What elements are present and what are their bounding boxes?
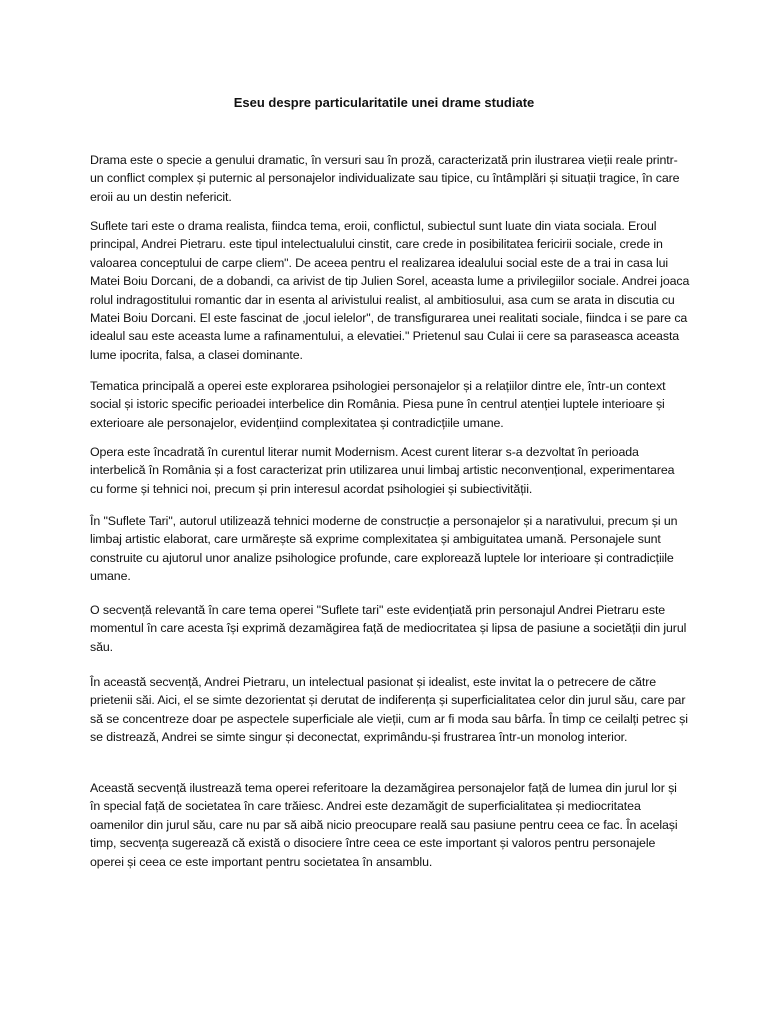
paragraph-main-theme: Tematica principală a operei este explorarea psihologiei personajelor și a relațiilor dintre ele, într-un context social și istoric specific perioadei interbelice din România. Piesa pune în centrul atenției luptele interioare și exterioare ale personajelor, evidențiind complexitatea și contradicțiile umane. bbox=[90, 379, 666, 430]
document-title: Eseu despre particularitatile unei drame studiate bbox=[233, 95, 535, 110]
paragraph-relevant-sequence: O secvență relevantă în care tema operei "Suflete tari" este evidențiată prin personajul Andrei Pietraru este momentul în care acesta își exprimă dezamăgirea față de mediocritatea și lipsa de pasiune a societății din jurul său. bbox=[90, 603, 687, 654]
paragraph-drama-definition: Drama este o specie a genului dramatic, în versuri sau în proză, caracterizată prin ilustrarea vieții reale printr-un conflict complex și puternic al personajelor individualizate sau tipice, cu întâmplări și situații tragice, în care eroii au un destin nefericit. bbox=[90, 153, 680, 204]
paragraph-modern-techniques: În "Suflete Tari", autorul utilizează tehnici moderne de construcție a personajelor și a narativului, precum și un limbaj artistic elaborat, care urmărește să exprime complexitatea și ambiguitatea umană. Personajele sunt construite cu ajutorul unor analize psihologice profunde, care explorează luptele lor interioare și contradicțiile umane. bbox=[90, 514, 678, 584]
paragraph-party-sequence: În această secvență, Andrei Pietraru, un intelectual pasionat și idealist, este invitat la o petrecere de către prietenii săi. Aici, el se simte dezorientat și derutat de indiferența și superficialitatea celor din jurul său, care par să se concentreze doar pe aspectele superficiale ale vieții, cum ar fi moda sau bârfa. În timp ce ceilalți petrec și se distrează, Andrei se simte singur și deconectat, exprimându-și frustrarea într-un monolog interior. bbox=[90, 675, 688, 745]
paragraph-sequence-analysis: Această secvență ilustrează tema operei referitoare la dezamăgirea personajelor față de lumea din jurul lor și în special față de societatea în care trăiesc. Andrei este dezamăgit de superficialitatea și mediocritatea oamenilor din jurul său, care nu par să aibă nicio preocupare reală sau pasiune pentru ceea ce fac. În același timp, secvența sugerează că există o disociere între ceea ce este important și valoros pentru personajele operei și ceea ce este important pentru societatea în ansamblu. bbox=[90, 781, 678, 869]
paragraph-modernism: Opera este încadrată în curentul literar numit Modernism. Acest curent literar s-a dezvoltat în perioada interbelică în România și a fost caracterizat prin utilizarea unui limbaj artistic neconvențional, experimentarea cu forme și tehnici noi, precum și prin interesul acordat psihologiei și subiectivității. bbox=[90, 445, 675, 496]
paragraph-suflete-tari-realism: Suflete tari este o drama realista, fiindca tema, eroii, conflictul, subiectul sunt luate din viata sociala. Eroul principal, Andrei Pietraru. este tipul intelectualului cinstit, care crede in posibilitatea fericirii sociale, crede in valoarea conceptului de carpe cliem". De aceea pentru el realizarea idealului social este de a trai in casa lui Matei Boiu Dorcani, de a dobandi, ca arivist de tip Julien Sorel, aceasta lume a privilegiilor sociale. Andrei joaca rolul indragostitului romantic dar in esenta al arivistului realist, al ambitiosului, asa cum se arata in discutia cu Matei Boiu Dorcani. El este fascinat de ,jocul ielelor", de transfigurarea unei realitati sociale, fiindca i se pare ca idealul sau este aceasta lume a rafinamentului, a elevatiei." Prietenul sau Culai ii cere sa paraseasca aceasta lume ipocrita, falsa, a clasei dominante. bbox=[90, 219, 690, 362]
